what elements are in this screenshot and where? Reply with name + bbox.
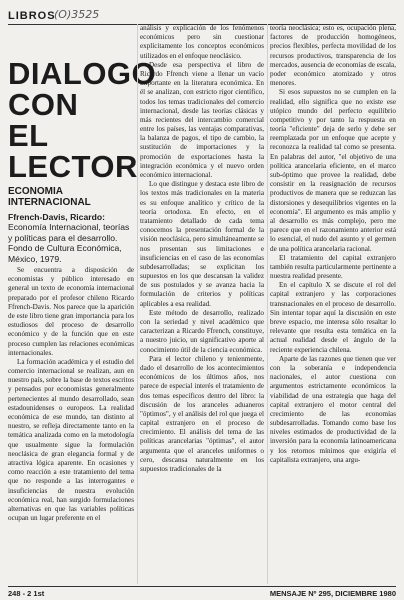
paragraph: Este método de desarrollo, realizado con la seriedad y nivel académico que caracterizan a Ricardo Ffrench, constituye, a nuestro juicio, un significativo aporte al conocimiento útil de la ciencia económica.	[140, 308, 264, 354]
column-divider	[267, 24, 268, 584]
paragraph: análisis y explicación de los fenómenos económicos pero sin cuestionar explícitamente los conceptos económicos utilizados en el enfoque neoclásico.	[140, 24, 264, 60]
text-column-2	[140, 24, 264, 586]
article-subhead: ECONOMIA INTERNACIONAL	[8, 186, 91, 208]
paragraph: Para el lector chileno y tenienmente, dado el desarrollo de los acontecimientos económicos de los últimos años, nos parece de especial interés el tratamiento de dos temas específicos dentro del libro: la discusión de los aranceles aduaneros "óptimos", y el análisis del rol que juega el capital extranjero en el proceso de crecimiento. El análisis del tema de las políticas arancelarias "óptimas", el autor argumenta que el aranceles uniformes o cero, descansa naturalmente en los supuestos tradicionales de la	[140, 354, 264, 473]
headline-line: LECTOR	[8, 149, 138, 184]
column-divider	[137, 24, 138, 584]
page-number: 248 - 2 1st	[8, 589, 45, 598]
paragraph: El tratamiento del capital extranjero también resulta particularmente pertinente a nuestra realidad presente.	[270, 253, 396, 281]
text-column-3	[270, 24, 396, 586]
article-headline	[8, 56, 157, 184]
handwritten-annotation: (O)3525	[54, 8, 100, 21]
book-details: Economía Internacional, teorías y políticas para el desarrollo. Fondo de Cultura Económica, México, 1979.	[8, 222, 130, 264]
book-author: Ffrench-Davis, Ricardo:	[8, 212, 105, 222]
paragraph: Se encuentra a disposición de economistas y público interesado en general un texto de economía internacional preparado por el profesor chileno Ricardo Ffrench-Davis. Nos parece que la aparición de este libro tiene gran importancia para los estudiosos del proceso de desarrollo económico y de la función que en este proceso cumplen las relaciones económicas internacionales.	[8, 266, 134, 357]
paragraph: Lo que distingue y destaca este libro de los textos más tradicionales en la materia es su enfoque analítico y crítico de la teoría ortodoxa. En efecto, en el tratamiento detallado de cada tema conocemos la presentación formal de la visión neoclásica, pero simultáneamente se nos presentan sus limitaciones e insuficiencias en el caso de las economías subdesarrolladas; se explicitan los supuestos en los que descansan la validez de sus postulados y se avanza hacia la formulación de criterios y políticas aplicables a esa realidad.	[140, 180, 264, 308]
paragraph: Si esos supuestos no se cumplen en la realidad, ello significa que no existe ese utópico mundo del perfecto equilibrio competitivo y por tanto la respuesta en teoría "eficiente" deja de serlo y debe ser reemplazada por un enfoque que acepte y reconozca la realidad tal como se presenta. En palabras del autor, "el objetivo de una política arancelaria eficiente, en el marco sub-óptimo que provee la realidad, debe consistir en la reasignación de recursos productivos de manera que se reduzcan las distorsiones y desequilibrios vigentes en la economía". El argumento es más amplio y al desarrollo es más complejo, pero me parece que en el razonamiento anterior está lo esencial, el nudo del asunto y el germen de una política arancelaria racional.	[270, 88, 396, 253]
headline-line: CON	[8, 87, 79, 122]
paragraph: En el capítulo X se discute el rol del capital extranjero y las corporaciones transnacionales en el proceso de desarrollo. Sin intentar topar aquí la discusión en este breve espacio, me interesa sólo resaltar lo relevante que resulta esta temática en la actual realidad desde el ángulo de la reciente experiencia chilena.	[270, 281, 396, 354]
paragraph: teoría neoclásica; esto es, ocupación plena, factores de producción homogéneos, precios flexibles, perfecta movilidad de los recursos productivos, transparencia de los mercados, ausencia de economías de escala, poder económico atomizado y otros menores.	[270, 24, 396, 88]
footer-rule	[8, 586, 396, 587]
paragraph: Desde esa perspectiva el libro de Ricardo Ffrench viene a llenar un vacío importante en la literatura económica. En él se analizan, con estricto rigor científico, todos los temas tradicionales del comercio internacional, desde las teorías clásicas y más recientes del intercambio comercial entre los países, las ventajas comparativas, la balanza de pagos, el tipo de cambio, la sustitución de importaciones y la promoción de exportaciones hasta la integración económica y el nuevo orden económico internacional.	[140, 60, 264, 179]
section-label: LIBROS	[8, 10, 56, 22]
paragraph: Aparte de las razones que tienen que ver con la soberanía e independencia nacionales, el autor cuestiona con argumentos estrictamente económicos la viabilidad de una estrategia que haga del capital extranjero el motor central del crecimiento de las economías subdesarrolladas. Tomando como base los niveles estimados de productividad de la inversión para la economía latinoamericana y los retornos mínimos que exigiría el capitalista extranjero, una argu-	[270, 354, 396, 464]
publication-info: MENSAJE Nº 295, DICIEMBRE 1980	[269, 589, 396, 598]
book-reference	[8, 212, 136, 264]
headline-line: DIALOGO	[8, 56, 157, 91]
paragraph: La formación académica y el estudio del comercio internacional se realizan, aun en nuestro país, sobre la base de textos escritos y pensados por economistas generalmente pertenecientes al mundo desarrollado, sean estadounidenses o europeos. La realidad económica de ese mundo, tan distinto al nuestro, se refleja directamente tanto en la temática analizada como en la metodología que usualmente sigue la formulación neoclásica de gran elegancia formal y de atractiva lógica aparente. En ocasiones y como reacción a este tratamiento del tema que no responde a las interrogantes e insuficiencias de nuestra evolución económica real, han surgido formulaciones alternativas en que las variables políticas ocupan un lugar preferente en el	[8, 357, 134, 523]
headline-line: EL	[8, 118, 49, 153]
text-column-1	[8, 266, 134, 586]
